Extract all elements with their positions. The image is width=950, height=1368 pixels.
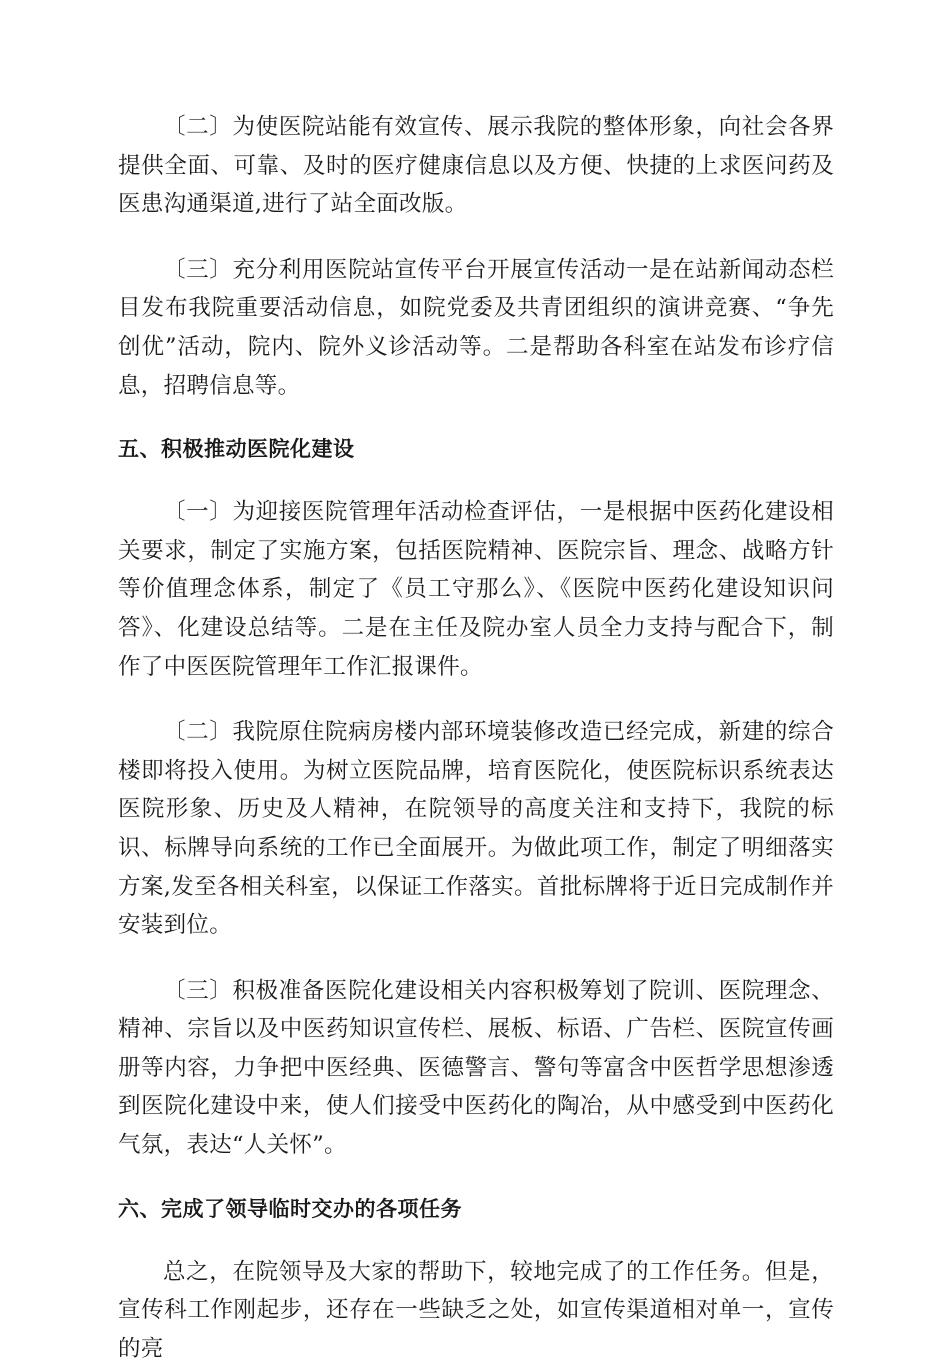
paragraph-website-redesign: 〔二〕为使医院站能有效宣传、展示我院的整体形象，向社会各界提供全面、可靠、及时的医疗健康信息以及方便、快捷的上求医问药及医患沟通渠道,进行了站全面改版。 [118,114,834,218]
paragraph-culture-content: 〔三〕积极准备医院化建设相关内容积极筹划了院训、医院理念、精神、宗旨以及中医药知识宣传栏、展板、标语、广告栏、医院宣传画册等内容，力争把中医经典、医德警言、警句等富含中医哲学思想渗透到医院化建设中来，使人们接受中医药化的陶冶，从中感受到中医药化气氛，表达“人关怀”。 [118,977,834,1159]
paragraph-signage-system: 〔二〕我院原住院病房楼内部环境装修改造已经完成，新建的综合楼即将投入使用。为树立医院品牌，培育医院化，使医院标识系统表达医院形象、历史及人精神，在院领导的高度关注和支持下，我院的标识、标牌导向系统的工作已全面展开。为做此项工作，制定了明细落实方案,发至各相关科室，以保证工作落实。首批标牌将于近日完成制作并安装到位。 [118,719,834,939]
section-heading-temporary-tasks: 六、完成了领导临时交办的各项任务 [118,1196,462,1221]
document-page [118,108,834,1368]
paragraph-management-year: 〔一〕为迎接医院管理年活动检查评估，一是根据中医药化建设相关要求，制定了实施方案，包括医院精神、医院宗旨、理念、战略方针等价值理念体系，制定了《员工守那么》、《医院中医药化建设知识问答》、化建设总结等。二是在主任及院办室人员全力支持与配合下，制作了中医医院管理年工作汇报课件。 [118,499,834,680]
section-heading-culture-building: 五、积极推动医院化建设 [118,437,355,462]
paragraph-summary: 总之，在院领导及大家的帮助下，较地完成了的工作任务。但是，宣传科工作刚起步，还存在一些缺乏之处，如宣传渠道相对单一，宣传的亮 [118,1258,834,1362]
paragraph-website-activities: 〔三〕充分利用医院站宣传平台开展宣传活动一是在站新闻动态栏目发布我院重要活动信息，如院党委及共青团组织的演讲竞赛、“争先创优”活动，院内、院外义诊活动等。二是帮助各科室在站发布诊疗信息，招聘信息等。 [118,256,834,399]
